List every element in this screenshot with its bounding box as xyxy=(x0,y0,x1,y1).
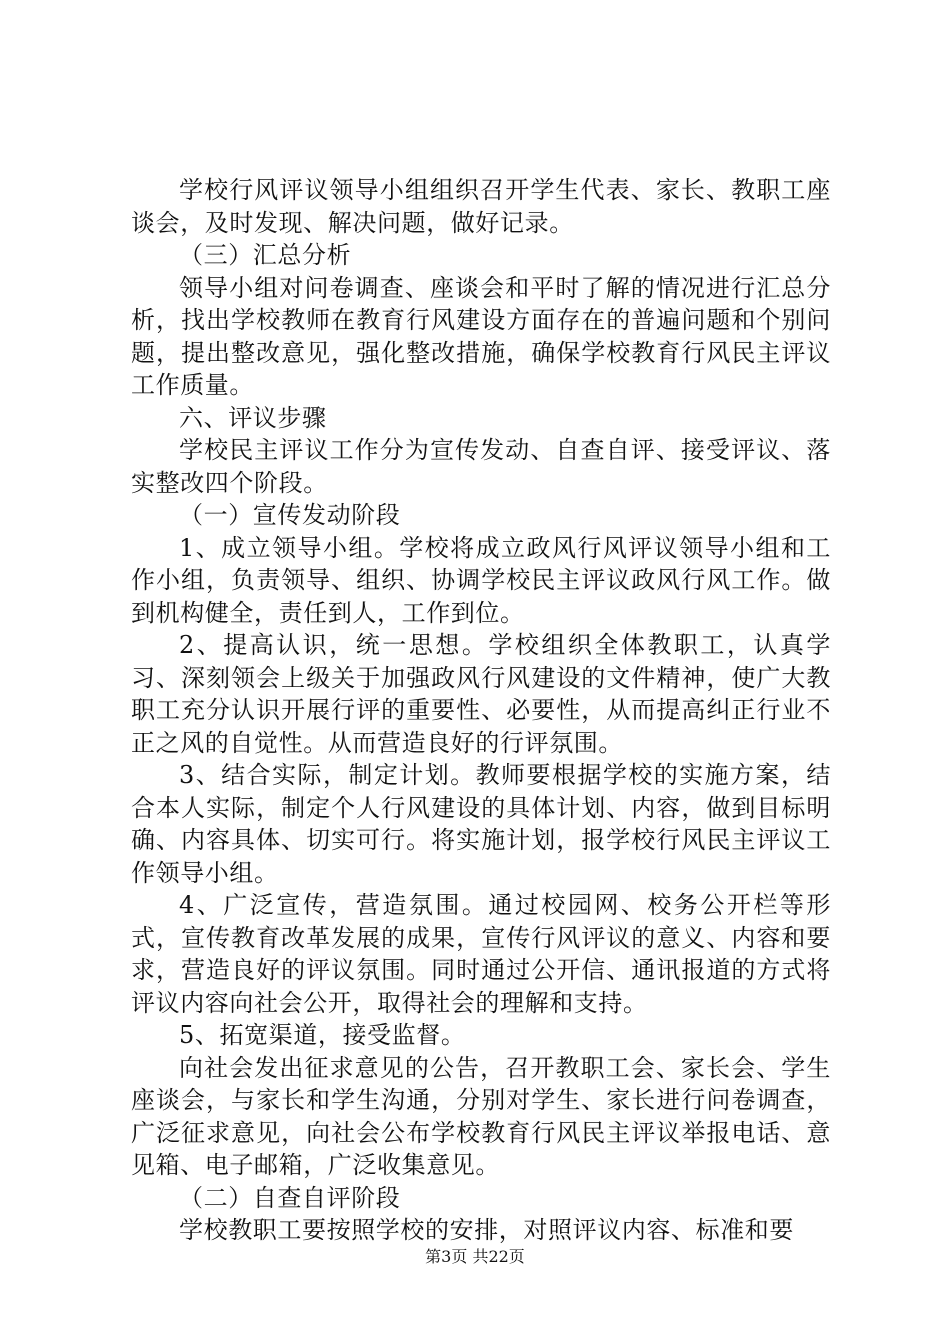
paragraph: 学校行风评议领导小组组织召开学生代表、家长、教职工座谈会，及时发现、解决问题，做好记录。 xyxy=(131,176,831,237)
section-heading: （二）自查自评阶段 xyxy=(179,1183,401,1212)
page-number-footer: 第3页 共22页 xyxy=(425,1247,525,1266)
paragraph: 学校民主评议工作分为宣传发动、自查自评、接受评议、落实整改四个阶段。 xyxy=(131,436,831,497)
paragraph: 1、成立领导小组。学校将成立政风行风评议领导小组和工作小组，负责领导、组织、协调学校民主评议政风行风工作。做到机构健全，责任到人，工作到位。 xyxy=(131,533,831,627)
paragraph: 2、提高认识，统一思想。学校组织全体教职工，认真学习、深刻领会上级关于加强政风行风建设的文件精神，使广大教职工充分认识开展行评的重要性、必要性，从而提高纠正行业不正之风的自觉性。从而营造良好的行评氛围。 xyxy=(131,631,831,757)
section-heading: （一）宣传发动阶段 xyxy=(179,501,401,529)
paragraph: 3、结合实际，制定计划。教师要根据学校的实施方案，结合本人实际，制定个人行风建设的具体计划、内容，做到目标明确、内容具体、切实可行。将实施计划，报学校行风民主评议工作领导小组。 xyxy=(131,761,831,887)
paragraph: 领导小组对问卷调查、座谈会和平时了解的情况进行汇总分析，找出学校教师在教育行风建设方面存在的普遍问题和个别问题，提出整改意见，强化整改措施，确保学校教育行风民主评议工作质量。 xyxy=(131,273,831,399)
paragraph: 4、广泛宣传，营造氛围。通过校园网、校务公开栏等形式，宣传教育改革发展的成果，宣传行风评议的意义、内容和要求，营造良好的评议氛围。同时通过公开信、通讯报道的方式将评议内容向社会公开，取得社会的理解和支持。 xyxy=(131,891,831,1017)
section-heading: 5、拓宽渠道，接受监督。 xyxy=(179,1021,466,1049)
paragraph: 学校教职工要按照学校的安排，对照评议内容、标准和要 xyxy=(179,1216,794,1244)
paragraph: 向社会发出征求意见的公告，召开教职工会、家长会、学生座谈会，与家长和学生沟通，分别对学生、家长进行问卷调查，广泛征求意见，向社会公布学校教育行风民主评议举报电话、意见箱、电子邮箱，广泛收集意见。 xyxy=(131,1053,831,1179)
document-body xyxy=(131,174,831,1247)
section-heading: 六、评议步骤 xyxy=(179,403,327,432)
section-heading: （三）汇总分析 xyxy=(179,241,352,269)
